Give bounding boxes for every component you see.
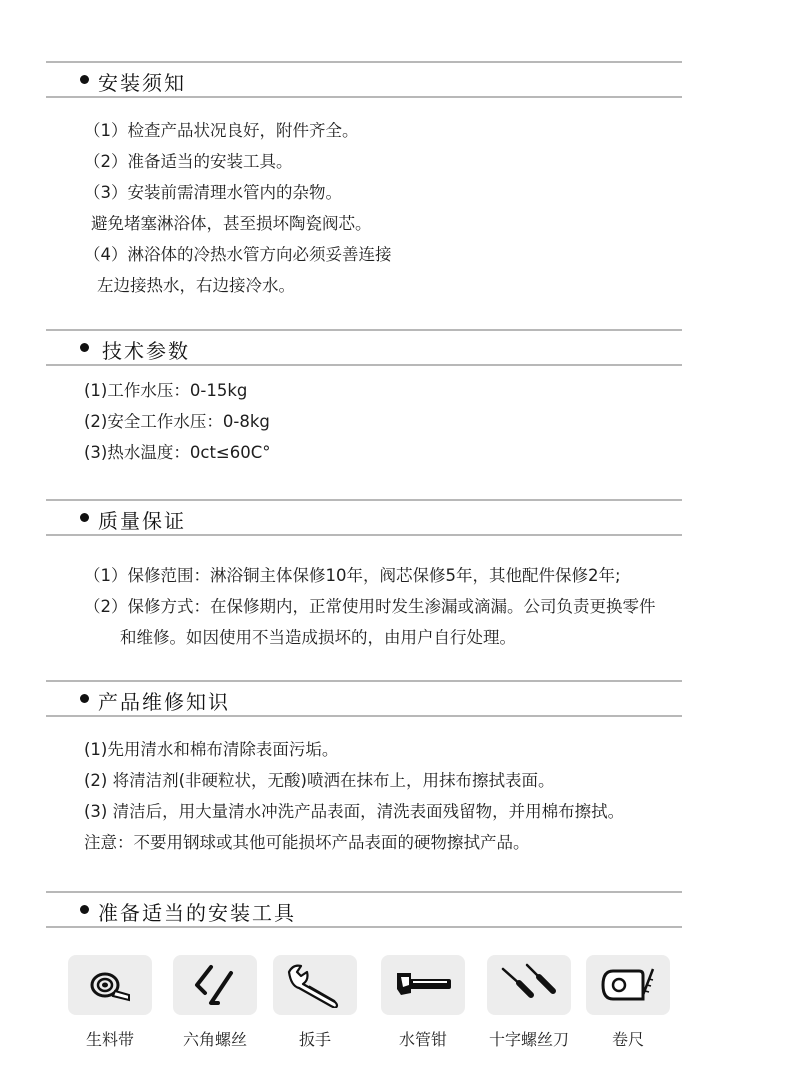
- section-header-install-notes: [46, 61, 682, 98]
- tool-label: 六角螺丝: [182, 1030, 248, 1049]
- pipe-wrench-icon: [381, 955, 465, 1015]
- bullet-dot: [80, 513, 89, 522]
- tool-item: [273, 955, 357, 1049]
- section-header-maintenance: [46, 680, 682, 717]
- tool-label: 扳手: [298, 1030, 332, 1049]
- text-line: （1）保修范围：淋浴铜主体保修10年，阀芯保修5年，其他配件保修2年;: [84, 566, 621, 585]
- text-line: 左边接热水，右边接冷水。: [97, 276, 295, 295]
- section-title: 质量保证: [98, 509, 186, 533]
- tape-measure-icon: [586, 955, 670, 1015]
- section-title: 产品维修知识: [98, 690, 230, 714]
- tool-label: 水管钳: [398, 1030, 448, 1049]
- tools-row: [0, 955, 799, 1065]
- text-line: (2) 将清洁剂(非硬粒状，无酸)喷洒在抹布上，用抹布擦拭表面。: [84, 771, 555, 790]
- section-header-warranty: [46, 499, 682, 536]
- section-title: 安装须知: [98, 71, 186, 95]
- tool-item: [173, 955, 257, 1049]
- text-line: （3）安装前需清理水管内的杂物。: [84, 183, 342, 202]
- tool-item: [487, 955, 571, 1049]
- bullet-dot: [80, 905, 89, 914]
- tool-label: 十字螺丝刀: [488, 1030, 570, 1049]
- text-line: (3) 清洁后，用大量清水冲洗产品表面，清洗表面残留物，并用棉布擦拭。: [84, 802, 625, 821]
- bullet-dot: [80, 694, 89, 703]
- text-line: （2）保修方式：在保修期内，正常使用时发生渗漏或滴漏。公司负责更换零件: [84, 597, 656, 616]
- text-line: (1)先用清水和棉布清除表面污垢。: [84, 740, 339, 759]
- text-line: 和维修。如因使用不当造成损坏的，由用户自行处理。: [120, 628, 516, 647]
- tool-item: [68, 955, 152, 1049]
- tool-label: 生料带: [85, 1030, 135, 1049]
- hex-key-icon: [173, 955, 257, 1015]
- wrench-icon: [273, 955, 357, 1015]
- tool-item: [586, 955, 670, 1049]
- text-line: (1)工作水压：0-15kg: [84, 381, 248, 400]
- text-line: （1）检查产品状况良好，附件齐全。: [84, 121, 359, 140]
- tool-label: 卷尺: [611, 1030, 645, 1049]
- tape-roll-icon: [68, 955, 152, 1015]
- bullet-dot: [80, 75, 89, 84]
- text-line: 注意：不要用钢球或其他可能损坏产品表面的硬物擦拭产品。: [84, 833, 530, 852]
- section-header-tools: [46, 891, 682, 928]
- text-line: （2）准备适当的安装工具。: [84, 152, 293, 171]
- text-line: 避免堵塞淋浴体，甚至损坏陶瓷阀芯。: [91, 214, 372, 233]
- section-title: 技术参数: [102, 339, 190, 363]
- text-line: (3)热水温度：0ct≤60C°: [84, 443, 271, 462]
- text-line: (2)安全工作水压：0-8kg: [84, 412, 270, 431]
- section-title: 准备适当的安装工具: [98, 901, 296, 925]
- text-line: （4）淋浴体的冷热水管方向必须妥善连接: [84, 245, 392, 264]
- bullet-dot: [80, 343, 89, 352]
- section-header-tech-params: [46, 329, 682, 366]
- screwdriver-icon: [487, 955, 571, 1015]
- tool-item: [381, 955, 465, 1049]
